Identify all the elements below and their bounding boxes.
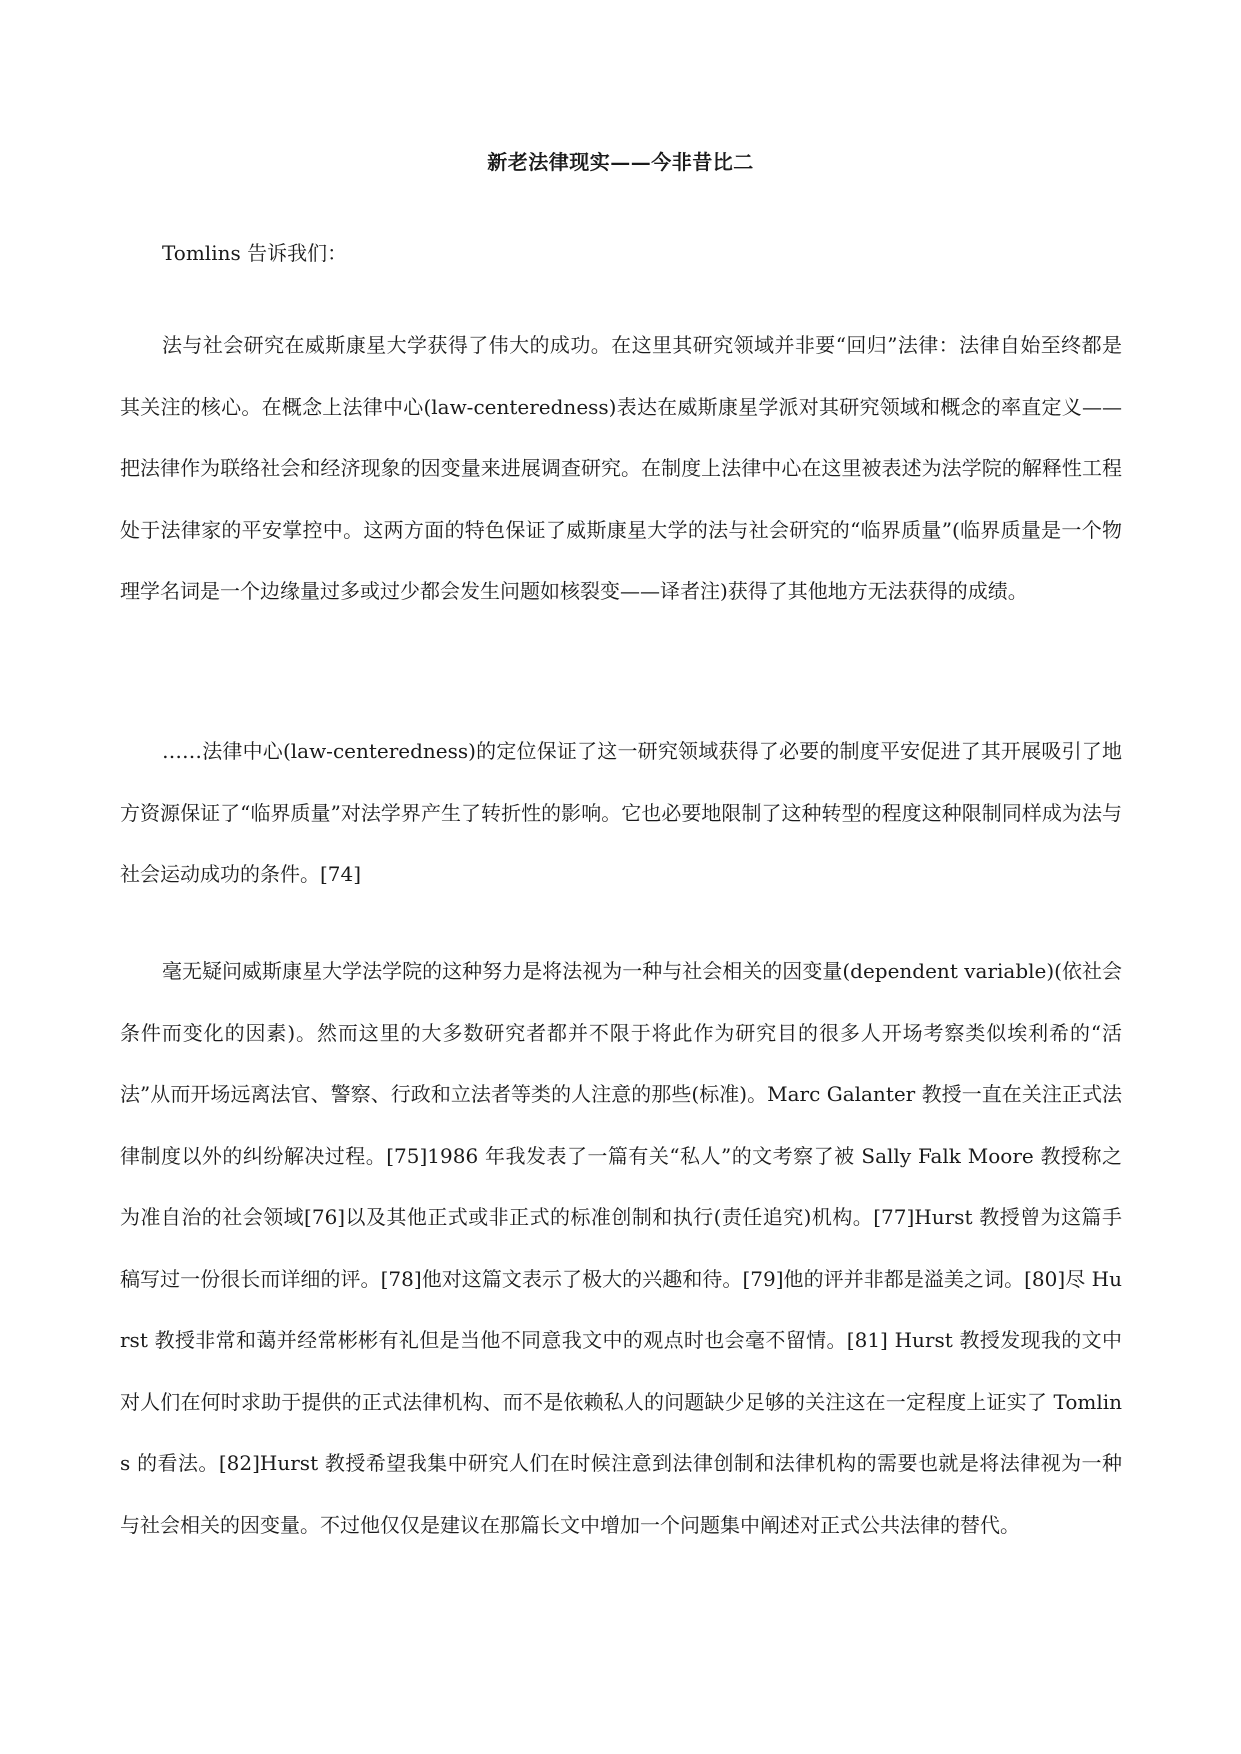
quote-paragraph-1: 法与社会研究在威斯康星大学获得了伟大的成功。在这里其研究领域并非要“回归”法律：法律自始至终都是其关注的核心。在概念上法律中心(law-centeredness)表达在威斯康星学派对其研究领域和概念的率直定义——把法律作为联络社会和经济现象的因变量来进展调查研究。在制度上法律中心在这里被表述为法学院的解释性工程处于法律家的平安掌控中。这两方面的特色保证了威斯康星大学的法与社会研究的“临界质量”(临界质量是一个物理学名词是一个边缘量过多或过少都会发生问题如核裂变——译者注)获得了其他地方无法获得的成绩。 [120,333,1122,603]
intro-paragraph: Tomlins 告诉我们： [162,241,348,265]
document-title: 新老法律现实——今非昔比二 [487,150,754,174]
quote-paragraph-2: ……法律中心(law-centeredness)的定位保证了这一研究领域获得了必要的制度平安促进了其开展吸引了地方资源保证了“临界质量”对法学界产生了转折性的影响。它也必要地限制了这种转型的程度这种限制同样成为法与社会运动成功的条件。[74] [120,739,1122,886]
main-paragraph: 毫无疑问威斯康星大学法学院的这种努力是将法视为一种与社会相关的因变量(dependent variable)(依社会条件而变化的因素)。然而这里的大多数研究者都并不限于将此作为研究目的很多人开场考察类似埃利希的“活法”从而开场远离法官、警察、行政和立法者等类的人注意的那些(标准)。Marc Galanter 教授一直在关注正式法律制度以外的纠纷解决过程。[75]1986 年我发表了一篇有关“私人”的文考察了被 Sally Falk Moore 教授称之为准自治的社会领域[76]以及其他正式或非正式的标准创制和执行(责任追究)机构。[77]Hurst 教授曾为这篇手稿写过一份很长而详细的评。[78]他对这篇文表示了极大的兴趣和待。[79]他的评并非都是溢美之词。[80]尽 Hurst 教授非常和蔼并经常彬彬有礼但是当他不同意我文中的观点时也会毫不留情。[81] Hurst 教授发现我的文中对人们在何时求助于提供的正式法律机构、而不是依赖私人的问题缺少足够的关注这在一定程度上证实了 Tomlins 的看法。[82]Hurst 教授希望我集中研究人们在时候注意到法律创制和法律机构的需要也就是将法律视为一种与社会相关的因变量。不过他仅仅是建议在那篇长文中增加一个问题集中阐述对正式公共法律的替代。 [120,959,1122,1537]
